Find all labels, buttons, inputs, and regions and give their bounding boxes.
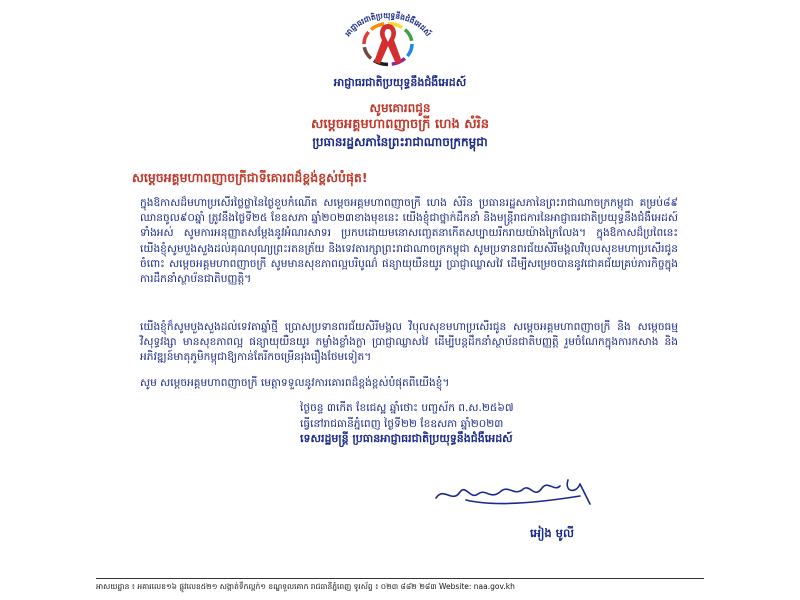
greeting-recipient-title: ប្រធានរដ្ឋសភានៃព្រះរាជាណាចក្រកម្ពុជា (312, 135, 488, 149)
red-ribbon-icon (374, 24, 402, 64)
greeting-salutation: សូមគោរពជូន (369, 101, 431, 115)
logo-ring-segment (407, 44, 412, 56)
letter-headline: សម្ដេចអគ្គមហាពញាចក្រីជាទីគោរពដ៏ខ្ពង់ខ្ពស់បំផុត! (132, 170, 368, 185)
nara-logo (332, 4, 444, 74)
lunar-date: ថ្ងៃចន្ទ ៣កើត ខែជេស្ឋ ឆ្នាំថោះ បញ្ចស័ក ព.ស.២៥៦៧ (300, 402, 514, 414)
footer-divider (96, 578, 704, 579)
body-paragraph-3: សូម សម្ដេចអគ្គមហាពញាចក្រី មេត្តាទទួលនូវការគោរពដ៏ខ្ពង់ខ្ពស់បំផុតពីយើងខ្ញុំ។ (140, 377, 450, 389)
solar-date: ធ្វើនៅរាជធានីភ្នំពេញ ថ្ងៃទី២២ ខែឧសភា ឆ្នាំ២០២៣ (300, 418, 504, 430)
authority-name: អាជ្ញាធរជាតិប្រយុទ្ធនឹងជំងឺអេដស៍ (333, 76, 467, 89)
logo-ring-segment (364, 32, 369, 44)
footer-address: អាសយដ្ឋាន ៖ អគារលេខ១៦ ផ្លូវលេខ៥២១ សង្កាត់ទឹកល្អក់១ ខណ្ឌទួលគោក រាជធានីភ្នំពេញ ទូរស័ព្ទ ៖ ០២៣ ៨៨២ ២៨៣ Website: naa.gov.kh (96, 582, 515, 591)
logo-ring-segment (364, 47, 371, 58)
logo-ring-segment (405, 30, 412, 41)
signer-name: អៀង មូលី (530, 526, 574, 540)
signer-title: ទេសរដ្ឋមន្ត្រី ប្រធានអាជ្ញាធរជាតិប្រយុទ្ធនឹងជំងឺអេដស៍ (300, 432, 513, 445)
body-paragraph-1: ក្នុងឱកាសដ៏មហាប្រសើរថ្លៃថ្លានៃថ្ងៃខួបកំណើត សម្ដេចអគ្គមហាពញាចក្រី ហេង សំរិន ប្រធានរដ្ឋសភានៃព្រះរាជាណាចក្រកម្ពុជា គម្រប់៨៩ ឈានចូល៩០ឆ្នាំ ត្រូវនឹងថ្ងៃទី២៥ ខែឧសភា ឆ្នាំ២០២៣ខាងមុខនេះ យើងខ្ញុំជាថ្នាក់ដឹកនាំ និងមន្ត្រីរាជការនៃអាជ្ញាធរជាតិប្រយុទ្ធនឹងជំងឺអេដស៍ទាំងអស់ សូមការអនុញ្ញាតសម្ដែងនូវអំណរសាទរ ប្រកបដោយមនោសញ្ចេតនាកើតសប្បាយរីករាយយ៉ាងក្រៃលែង។ ក្នុងឱកាសដ៏ប្រពៃនេះ យើងខ្ញុំសូមបួងសួងដល់គុណបុណ្យព្រះរតនត្រ័យ និងទេវតារក្សាព្រះរាជាណាចក្រកម្ពុជា សូមប្រទានពរជ័យសិរីមង្គលវិបុលសុខមហាប្រសើរជូនចំពោះ សម្ដេចអគ្គមហាពញាចក្រី សូមមានសុខភាពល្អបរិបូណ៌ ផន្យាយុយឺនយូរ ប្រាជ្ញាឈ្លាសវៃ ដើម្បីសម្រេចបាននូវជោគជ័យគ្រប់ភារកិច្ចក្នុងការដឹកនាំស្ថាប័នជាតិបញ្ញត្តិ។ (140, 197, 678, 286)
logo-arc-text: អាជ្ញាធរជាតិប្រយុទ្ធនឹងជំងឺអេដស៍ (343, 10, 433, 38)
handwritten-signature (430, 470, 600, 514)
body-paragraph-2: យើងខ្ញុំក៏សូមបួងសួងដល់ទេវតាឆ្នាំថ្មី ប្រោសប្រទានពរជ័យសិរីមង្គល វិបុលសុខមហាប្រសើរជូន សម្ដេចអគ្គមហាពញាចក្រី និង សម្ដេចធម្មវិសុទ្ធវង្សា មានសុខភាពល្អ ផន្យាយុយឺនយូរ កម្លាំងខ្លាំងក្លា ប្រាជ្ញាឈ្លាសវៃ ដើម្បីបន្តដឹកនាំស្ថាប័នជាតិបញ្ញត្តិ រួមចំណែកក្នុងការកសាង និងអភិវឌ្ឍន៍មាតុភូមិកម្ពុជាឱ្យកាន់តែរីកចម្រើនរុងរឿងថែមទៀត។ (140, 321, 678, 364)
greeting-recipient-name: សម្ដេចអគ្គមហាពញាចក្រី ហេង សំរិន (311, 117, 489, 132)
